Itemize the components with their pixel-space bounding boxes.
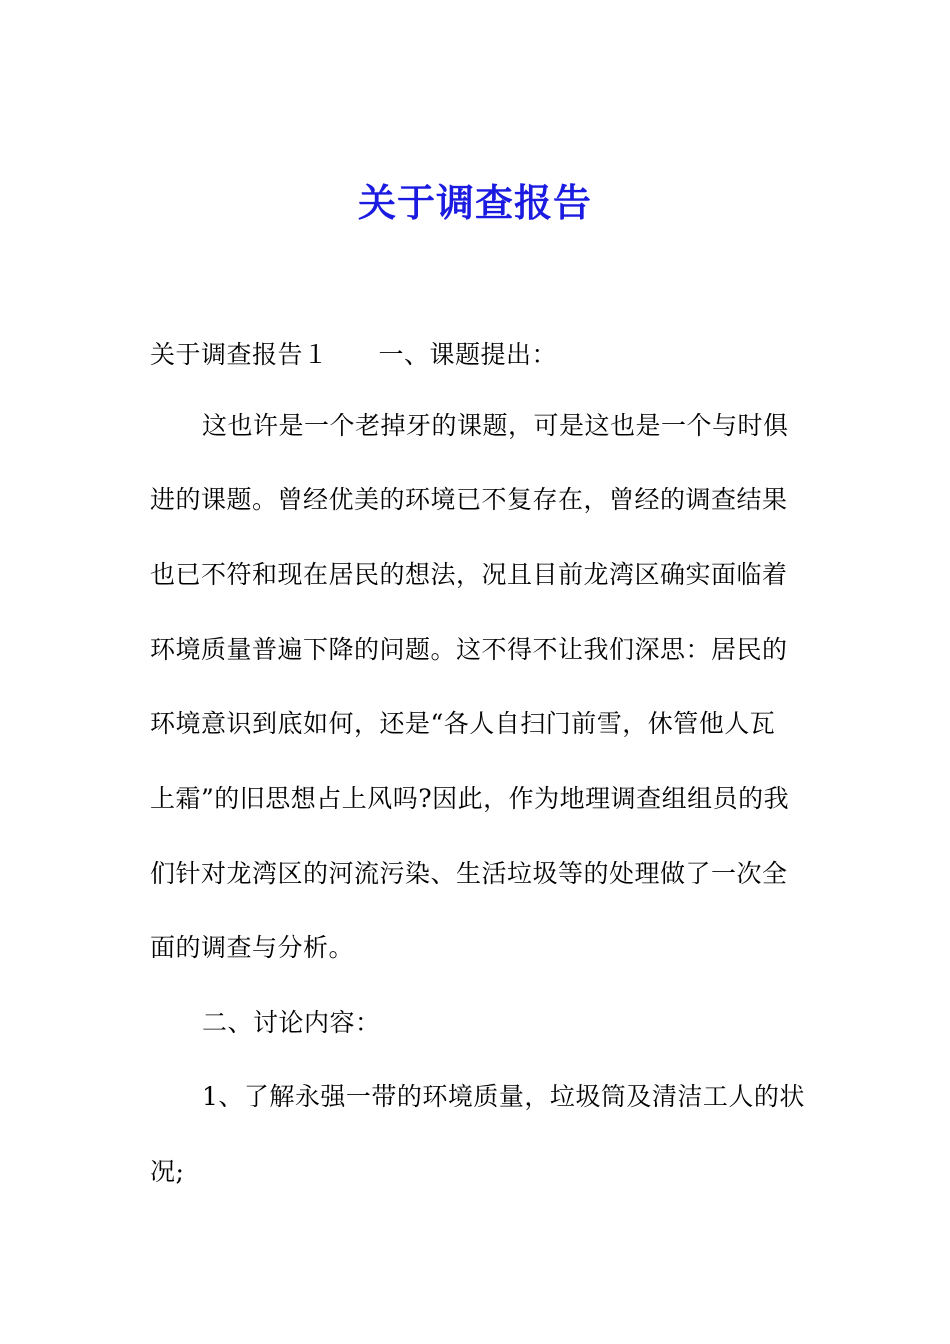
section-one-heading: 一、课题提出： bbox=[378, 340, 558, 369]
paragraph-line: 进的课题。曾经优美的环境已不复存在，曾经的调查结果 bbox=[150, 485, 788, 514]
list-item-line: 况; bbox=[150, 1157, 185, 1186]
heading-line bbox=[150, 337, 810, 373]
list-item-line: 1、了解永强一带的环境质量，垃圾筒及清洁工人的状 bbox=[202, 1082, 805, 1111]
paragraph-line: 面的调查与分析。 bbox=[150, 933, 355, 962]
paragraph-line: 环境意识到底如何，还是“各人自扫门前雪，休管他人瓦 bbox=[150, 709, 776, 738]
document-title: 关于调查报告 bbox=[357, 181, 592, 225]
paragraph-line: 上霜”的旧思想占上风吗?因此，作为地理调查组组员的我 bbox=[150, 784, 790, 813]
paragraph-line: 也已不符和现在居民的想法，况且目前龙湾区确实面临着 bbox=[150, 560, 788, 589]
paragraph-line: 这也许是一个老掉牙的课题，可是这也是一个与时俱 bbox=[202, 411, 789, 440]
paragraph-line: 环境质量普遍下降的问题。这不得不让我们深思：居民的 bbox=[150, 635, 788, 664]
section-two-heading: 二、讨论内容： bbox=[202, 1008, 381, 1037]
paragraph-line: 们针对龙湾区的河流污染、生活垃圾等的处理做了一次全 bbox=[150, 859, 788, 888]
report-label: 关于调查报告１ bbox=[150, 340, 329, 369]
